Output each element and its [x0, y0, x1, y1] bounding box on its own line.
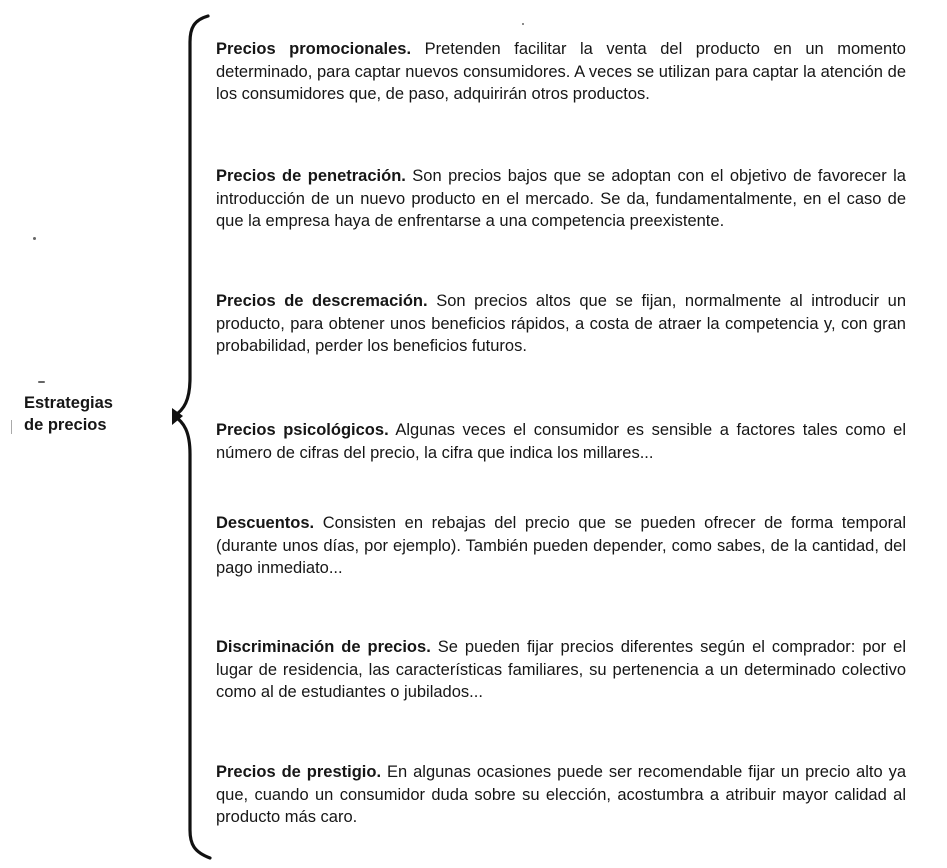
entry-discriminacion	[216, 636, 906, 704]
entry-prestigio	[216, 761, 906, 829]
scan-speck	[11, 420, 12, 434]
scan-speck	[33, 237, 36, 240]
entry-title: Precios de prestigio.	[216, 763, 382, 781]
scan-speck	[38, 381, 45, 383]
entry-text: Son precios altos que se fijan, normalmente al introducir un producto, para obtener unos beneficios rápidos, a costa de atraer la competencia y, con gran probabilidad, perder los beneficios futuros.	[216, 292, 906, 355]
root-label	[24, 392, 164, 436]
entry-descremacion	[216, 290, 906, 358]
root-label-line-2: de precios	[24, 416, 107, 434]
entry-title: Precios de descremación.	[216, 292, 428, 310]
entry-title: Discriminación de precios.	[216, 638, 431, 656]
root-label-line-1: Estrategias	[24, 394, 113, 412]
entry-descuentos	[216, 512, 906, 580]
entry-psicologicos	[216, 419, 906, 464]
brace-stroke	[174, 16, 210, 858]
entry-title: Precios de penetración.	[216, 167, 406, 185]
entry-text: En algunas ocasiones puede ser recomendable fijar un precio alto ya que, cuando un consumidor duda sobre su elección, acostumbra a atribuir mayor calidad al producto más caro.	[216, 763, 906, 826]
entry-title: Precios psicológicos.	[216, 421, 389, 439]
entry-text: Se pueden fijar precios diferentes según el comprador: por el lugar de residencia, las características familiares, su pertenencia a un determinado colectivo como al de estudiantes o jubilados...	[216, 638, 906, 701]
scan-speck	[522, 23, 524, 25]
entry-promocionales	[216, 38, 906, 106]
entry-text: Consisten en rebajas del precio que se pueden ofrecer de forma temporal (durante unos días, por ejemplo). También pueden depender, como sabes, de la cantidad, del pago inmediato...	[216, 514, 906, 577]
entry-title: Descuentos.	[216, 514, 315, 532]
entry-penetracion	[216, 165, 906, 233]
entry-text: Son precios bajos que se adoptan con el objetivo de favorecer la introducción de un nuevo producto en el mercado. Se da, fundamentalmente, en el caso de que la empresa haya de enfrentarse a una competencia preexistente.	[216, 167, 906, 230]
entry-text: Algunas veces el consumidor es sensible a factores tales como el número de cifras del precio, la cifra que indica los millares...	[216, 421, 906, 462]
entry-title: Precios promocionales.	[216, 40, 412, 58]
entry-text: Pretenden facilitar la venta del producto en un momento determinado, para captar nuevos consumidores. A veces se utilizan para captar la atención de los consumidores que, de paso, adquirirán otros productos.	[216, 40, 906, 103]
curly-brace	[168, 12, 216, 860]
